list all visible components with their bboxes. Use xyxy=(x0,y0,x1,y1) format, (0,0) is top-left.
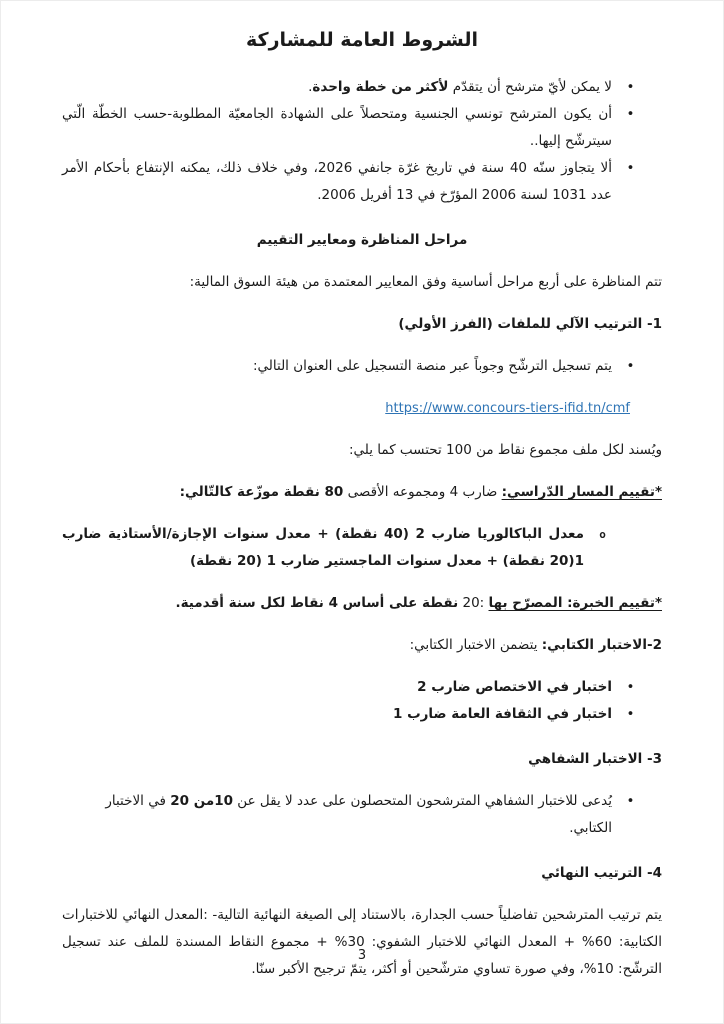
points-intro-paragraph: ويُسند لكل ملف مجموع نقاط من 100 تحتسب كما يلي: xyxy=(348,442,662,458)
final-ranking-paragraph: يتم ترتيب المترشحين تفاضلياً حسب الجدارة، بالاستناد إلى الصيغة النهائية التالية- :المعدل النهائي للاختبارات الكتابية: 60% + المعدل النهائي للاختبار الشفوي: 30% + مجموع النقاط المسندة للملف عند تسجيل الترشّح: 10%، وفي صورة تساوي مترشّحين أو أكثر، يتمّ ترجيح الأكبر سنّا. xyxy=(62,907,662,977)
experience-eval-line xyxy=(62,590,662,617)
condition-text-run: أن يكون المترشح تونسي الجنسية ومتحصلاً على الشهادة الجامعيّة المطلوبة-حسب الخطّة الّتي سيترشّح إليها.. xyxy=(62,106,612,149)
condition-text-run: . xyxy=(308,79,313,95)
written-tests-bullet-list xyxy=(62,674,662,728)
study-eval-line xyxy=(62,479,662,506)
study-detail-text xyxy=(62,521,584,575)
condition-text xyxy=(62,155,612,209)
bullet-marker-icon: • xyxy=(626,358,635,374)
study-eval-mid: ضارب 4 ومجموعه الأقصى xyxy=(343,484,502,500)
condition-text-bold: لأكثر من خطة واحدة xyxy=(312,79,449,95)
stage2-heading-bold: 2-الاختبار الكتابي: xyxy=(541,637,662,653)
conditions-bullet-list xyxy=(62,74,662,209)
registration-url-link[interactable]: https://www.concours-tiers-ifid.tn/cmf xyxy=(385,401,630,416)
stage2-heading xyxy=(62,632,662,659)
condition-text xyxy=(62,101,612,155)
written-test-item xyxy=(62,701,662,728)
stage3-heading: 3- الاختبار الشفاهي xyxy=(528,751,662,767)
condition-text-run: لا يمكن لأيّ مترشح أن يتقدّم xyxy=(448,79,612,95)
bullet-marker-icon: • xyxy=(626,793,635,809)
stage2-heading-rest: يتضمن الاختبار الكتابي: xyxy=(409,637,542,653)
study-detail-bold: معدل الباكالوريا ضارب 2 (40 نقطة) + معدل سنوات الإجازة/الأستاذية ضارب 1(20 نقطة) + معدل سنوات الماجستير ضارب 1 (20 نقطة) xyxy=(62,526,584,569)
oral-test-run: يُدعى للاختبار الشفاهي المترشحون المتحصلون على عدد لا يقل عن xyxy=(233,793,612,809)
bullet-marker-icon: • xyxy=(626,79,635,95)
oral-test-text xyxy=(62,788,612,842)
stage4-heading: 4- الترتيب النهائي xyxy=(541,865,662,881)
bullet-marker-icon: • xyxy=(626,706,635,722)
experience-eval-bold: نقطة على أساس 4 نقاط لكل سنة أقدمية. xyxy=(175,595,459,611)
registration-bullet xyxy=(62,353,662,380)
written-test-item xyxy=(62,674,662,701)
bullet-marker-icon: • xyxy=(626,106,635,122)
condition-text-run: ألا يتجاوز سنّه 40 سنة في تاريخ غرّة جانفي 2026، وفي خلاف ذلك، يمكنه الإنتفاع بأحكام الأمر عدد 1031 لسنة 2006 المؤرّخ في 13 أفريل 2006. xyxy=(62,160,612,203)
condition-item xyxy=(62,155,662,209)
study-eval-bold: 80 نقطة موزّعة كالتّالي: xyxy=(179,484,344,500)
oral-test-run: في الاختبار الكتابي. xyxy=(105,793,612,836)
bullet-marker-icon: • xyxy=(626,679,635,695)
condition-text xyxy=(62,74,612,101)
stages-section-heading: مراحل المناظرة ومعايير التقييم xyxy=(256,232,468,248)
oral-test-bullet xyxy=(62,788,662,842)
registration-text: يتم تسجيل الترشّح وجوباً عبر منصة التسجيل على العنوان التالي: xyxy=(252,358,612,374)
stages-intro-paragraph: تتم المناظرة على أربع مراحل أساسية وفق المعايير المعتمدة من هيئة السوق المالية: xyxy=(189,274,662,290)
condition-item xyxy=(62,74,662,101)
study-eval-label: *تقييم المسار الدّراسي: xyxy=(501,484,662,500)
written-test-text xyxy=(62,701,612,728)
written-test-bold: اختبار في الثقافة العامة ضارب 1 xyxy=(392,706,612,722)
condition-item xyxy=(62,101,662,155)
written-test-text xyxy=(62,674,612,701)
experience-eval-label: *تقييم الخبرة: المصرّح بها xyxy=(488,595,662,611)
study-detail-subbullet xyxy=(62,521,662,575)
bullet-marker-icon: • xyxy=(626,160,635,176)
circle-marker-icon: o xyxy=(599,528,606,541)
page-number: 3 xyxy=(357,948,367,963)
registration-link-line xyxy=(62,395,662,422)
written-test-bold: اختبار في الاختصاص ضارب 2 xyxy=(417,679,612,695)
page-title: الشروط العامة للمشاركة xyxy=(246,29,478,51)
oral-test-bold: 10من 20 xyxy=(170,793,234,809)
stage1-heading: 1- الترتيب الآلي للملفات (الفرز الأولي) xyxy=(398,316,662,332)
experience-eval-mid: :20 xyxy=(458,595,489,611)
